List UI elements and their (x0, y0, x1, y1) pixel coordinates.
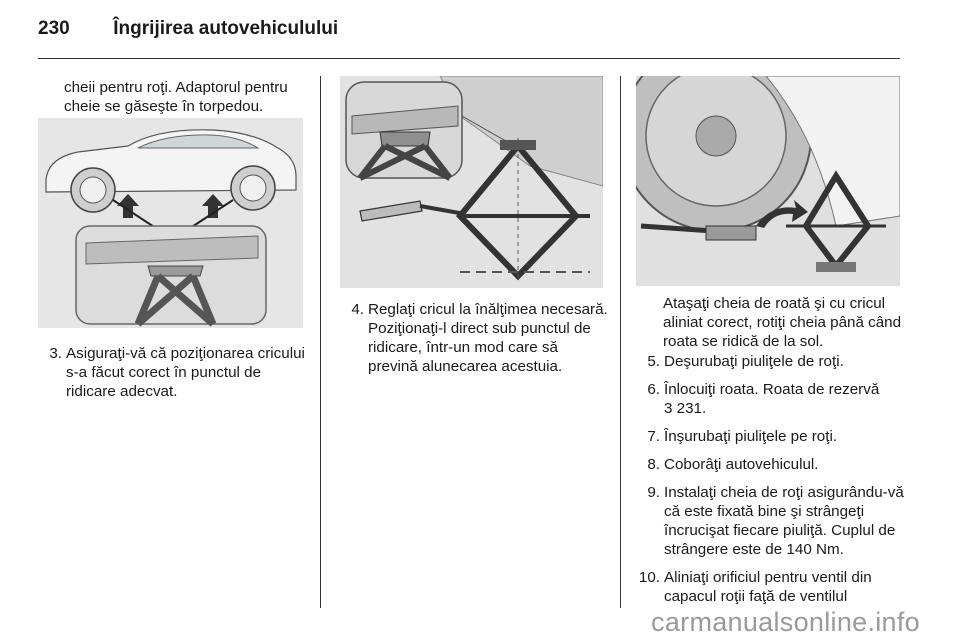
step-text: Reglaţi cricul la înălţimea necesară. Poziţionaţi-l direct sub punctul de ridicare, într-un mod care să prevină alunecarea acestuia. (368, 301, 608, 375)
step-text: Instalaţi cheia de roţi asigurându-vă că este fixată bine şi strângeţi încrucişat fiecare piuliţă. Cuplul de strângere este de 140 Nm. (664, 484, 904, 558)
page-title: Îngrijirea autovehiculului (113, 18, 339, 39)
figure-jack-cranking (636, 76, 900, 286)
step-text: Aliniaţi orificiul pentru ventil din capacul roţii faţă de ventilul (664, 569, 872, 605)
step-number: 8. (647, 456, 660, 473)
col1-intro: cheii pentru roţi. Adaptorul pentru cheie se găseşte în torpedou. (64, 79, 288, 115)
list-item (636, 568, 904, 606)
step-number: 10. (638, 569, 660, 586)
step-number: 4. (351, 301, 364, 318)
col3-intro: Ataşaţi cheia de roată şi cu cricul aliniat corect, rotiţi cheia până când roata se ridică de la sol. (663, 295, 902, 350)
list-item (636, 352, 904, 371)
step-text: Deşurubaţi piuliţele de roţi. (664, 353, 844, 370)
list-item (340, 300, 608, 376)
header-rule (38, 58, 900, 59)
col2-step-list (340, 300, 608, 385)
step-text: Coborâţi autovehiculul. (664, 456, 819, 473)
step-number: 7. (647, 428, 660, 445)
watermark-logo: carmanualsonline.info (651, 607, 920, 637)
step-text: Înşurubaţi piuliţele pe roţi. (664, 428, 838, 445)
list-item (636, 455, 904, 474)
step-number: 9. (647, 484, 660, 501)
figure-jack-positioning (340, 76, 603, 288)
step-text: Înlocuiţi roata. Roata de rezervă (664, 381, 880, 398)
col1-step-list (38, 344, 308, 410)
column-divider-1 (320, 76, 321, 608)
step-text: Asiguraţi-vă că poziţionarea cricului s-a făcut corect în punctul de ridicare adecvat. (66, 345, 305, 400)
step-number: 6. (647, 381, 660, 398)
list-item (636, 427, 904, 446)
col3-step-list (636, 352, 904, 615)
step-number: 3. (49, 345, 62, 362)
page-number: 230 (38, 18, 70, 39)
list-item (38, 344, 308, 401)
list-item (636, 483, 904, 559)
page-header (38, 18, 338, 40)
column-divider-2 (620, 76, 621, 608)
step-number: 5. (647, 353, 660, 370)
list-item (636, 380, 904, 418)
page-reference[interactable]: 3 231. (664, 400, 707, 417)
figure-car-lift-points (38, 118, 303, 328)
